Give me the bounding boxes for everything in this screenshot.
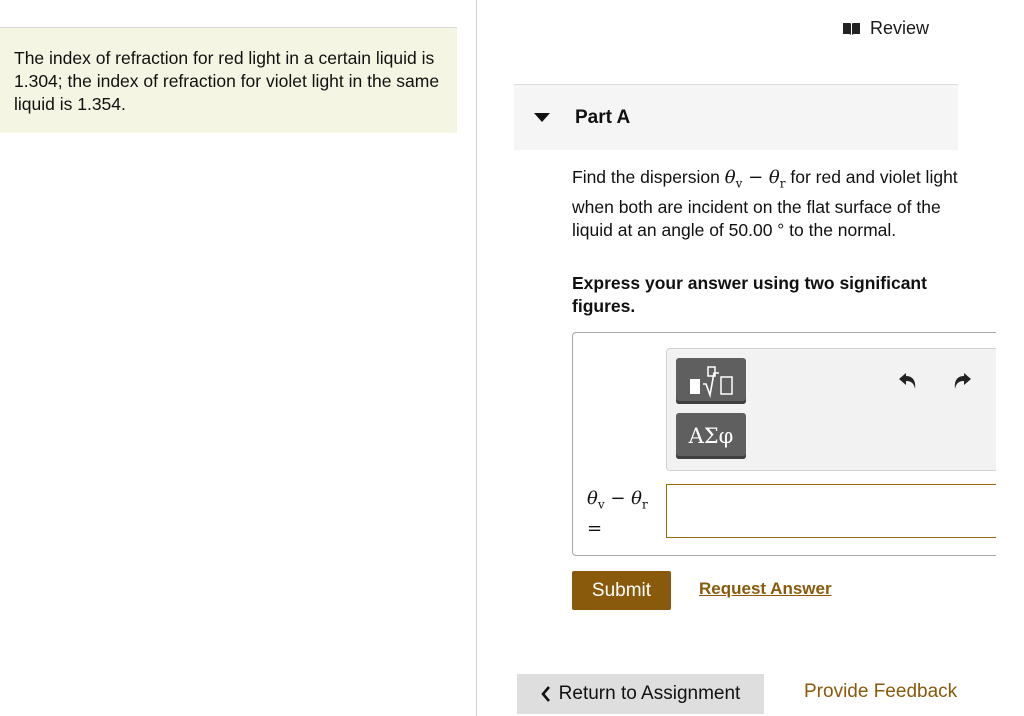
part-title: Part A	[575, 106, 631, 128]
review-label: Review	[870, 18, 930, 38]
panel-divider	[476, 0, 477, 716]
undo-icon[interactable]	[896, 368, 920, 392]
request-answer-link[interactable]: Request Answer	[699, 579, 832, 598]
provide-feedback-link[interactable]: Provide Feedback	[804, 681, 958, 702]
theta-v-sub: v	[735, 176, 743, 191]
review-link[interactable]	[842, 18, 929, 39]
question-text	[572, 166, 962, 242]
submit-button[interactable]: Submit	[572, 571, 671, 610]
minus-sign: −	[742, 167, 769, 188]
theta-r: θ	[768, 167, 780, 188]
answer-theta-r-sub: r	[642, 497, 648, 512]
answer-theta-r: θ	[631, 488, 642, 509]
templates-button[interactable]	[676, 358, 746, 404]
answer-equals: =	[587, 517, 603, 539]
book-icon	[842, 22, 861, 36]
question-before: Find the dispersion	[572, 167, 725, 187]
theta-v: θ	[724, 167, 736, 188]
dispersion-symbol	[724, 167, 786, 191]
greek-symbols-button[interactable]	[676, 413, 746, 459]
templates-icon	[683, 364, 739, 398]
part-a-header[interactable]	[514, 84, 958, 150]
theta-r-sub: r	[779, 176, 786, 191]
return-to-assignment-button[interactable]	[517, 674, 764, 714]
question-after: for red and violet light when both are incident on the flat surface of the liquid at an angle of 50.00 ° to the normal.	[572, 167, 958, 240]
answer-input[interactable]	[666, 484, 996, 538]
answer-minus: −	[604, 488, 632, 509]
instruction-text: Express your answer using two significant figures.	[572, 273, 927, 316]
chevron-left-icon	[541, 686, 551, 702]
return-label: Return to Assignment	[558, 683, 741, 704]
caret-down-icon	[534, 113, 550, 122]
redo-icon[interactable]	[950, 368, 974, 392]
answer-theta-v: θ	[587, 488, 598, 509]
answer-label	[587, 487, 657, 541]
greek-label: ΑΣφ	[688, 424, 734, 448]
answer-theta-v-sub: v	[597, 497, 605, 512]
problem-statement	[0, 28, 457, 133]
problem-text: The index of refraction for red light in a certain liquid is 1.304; the index of refraction for violet light in the same liquid is 1.354.	[14, 48, 440, 114]
